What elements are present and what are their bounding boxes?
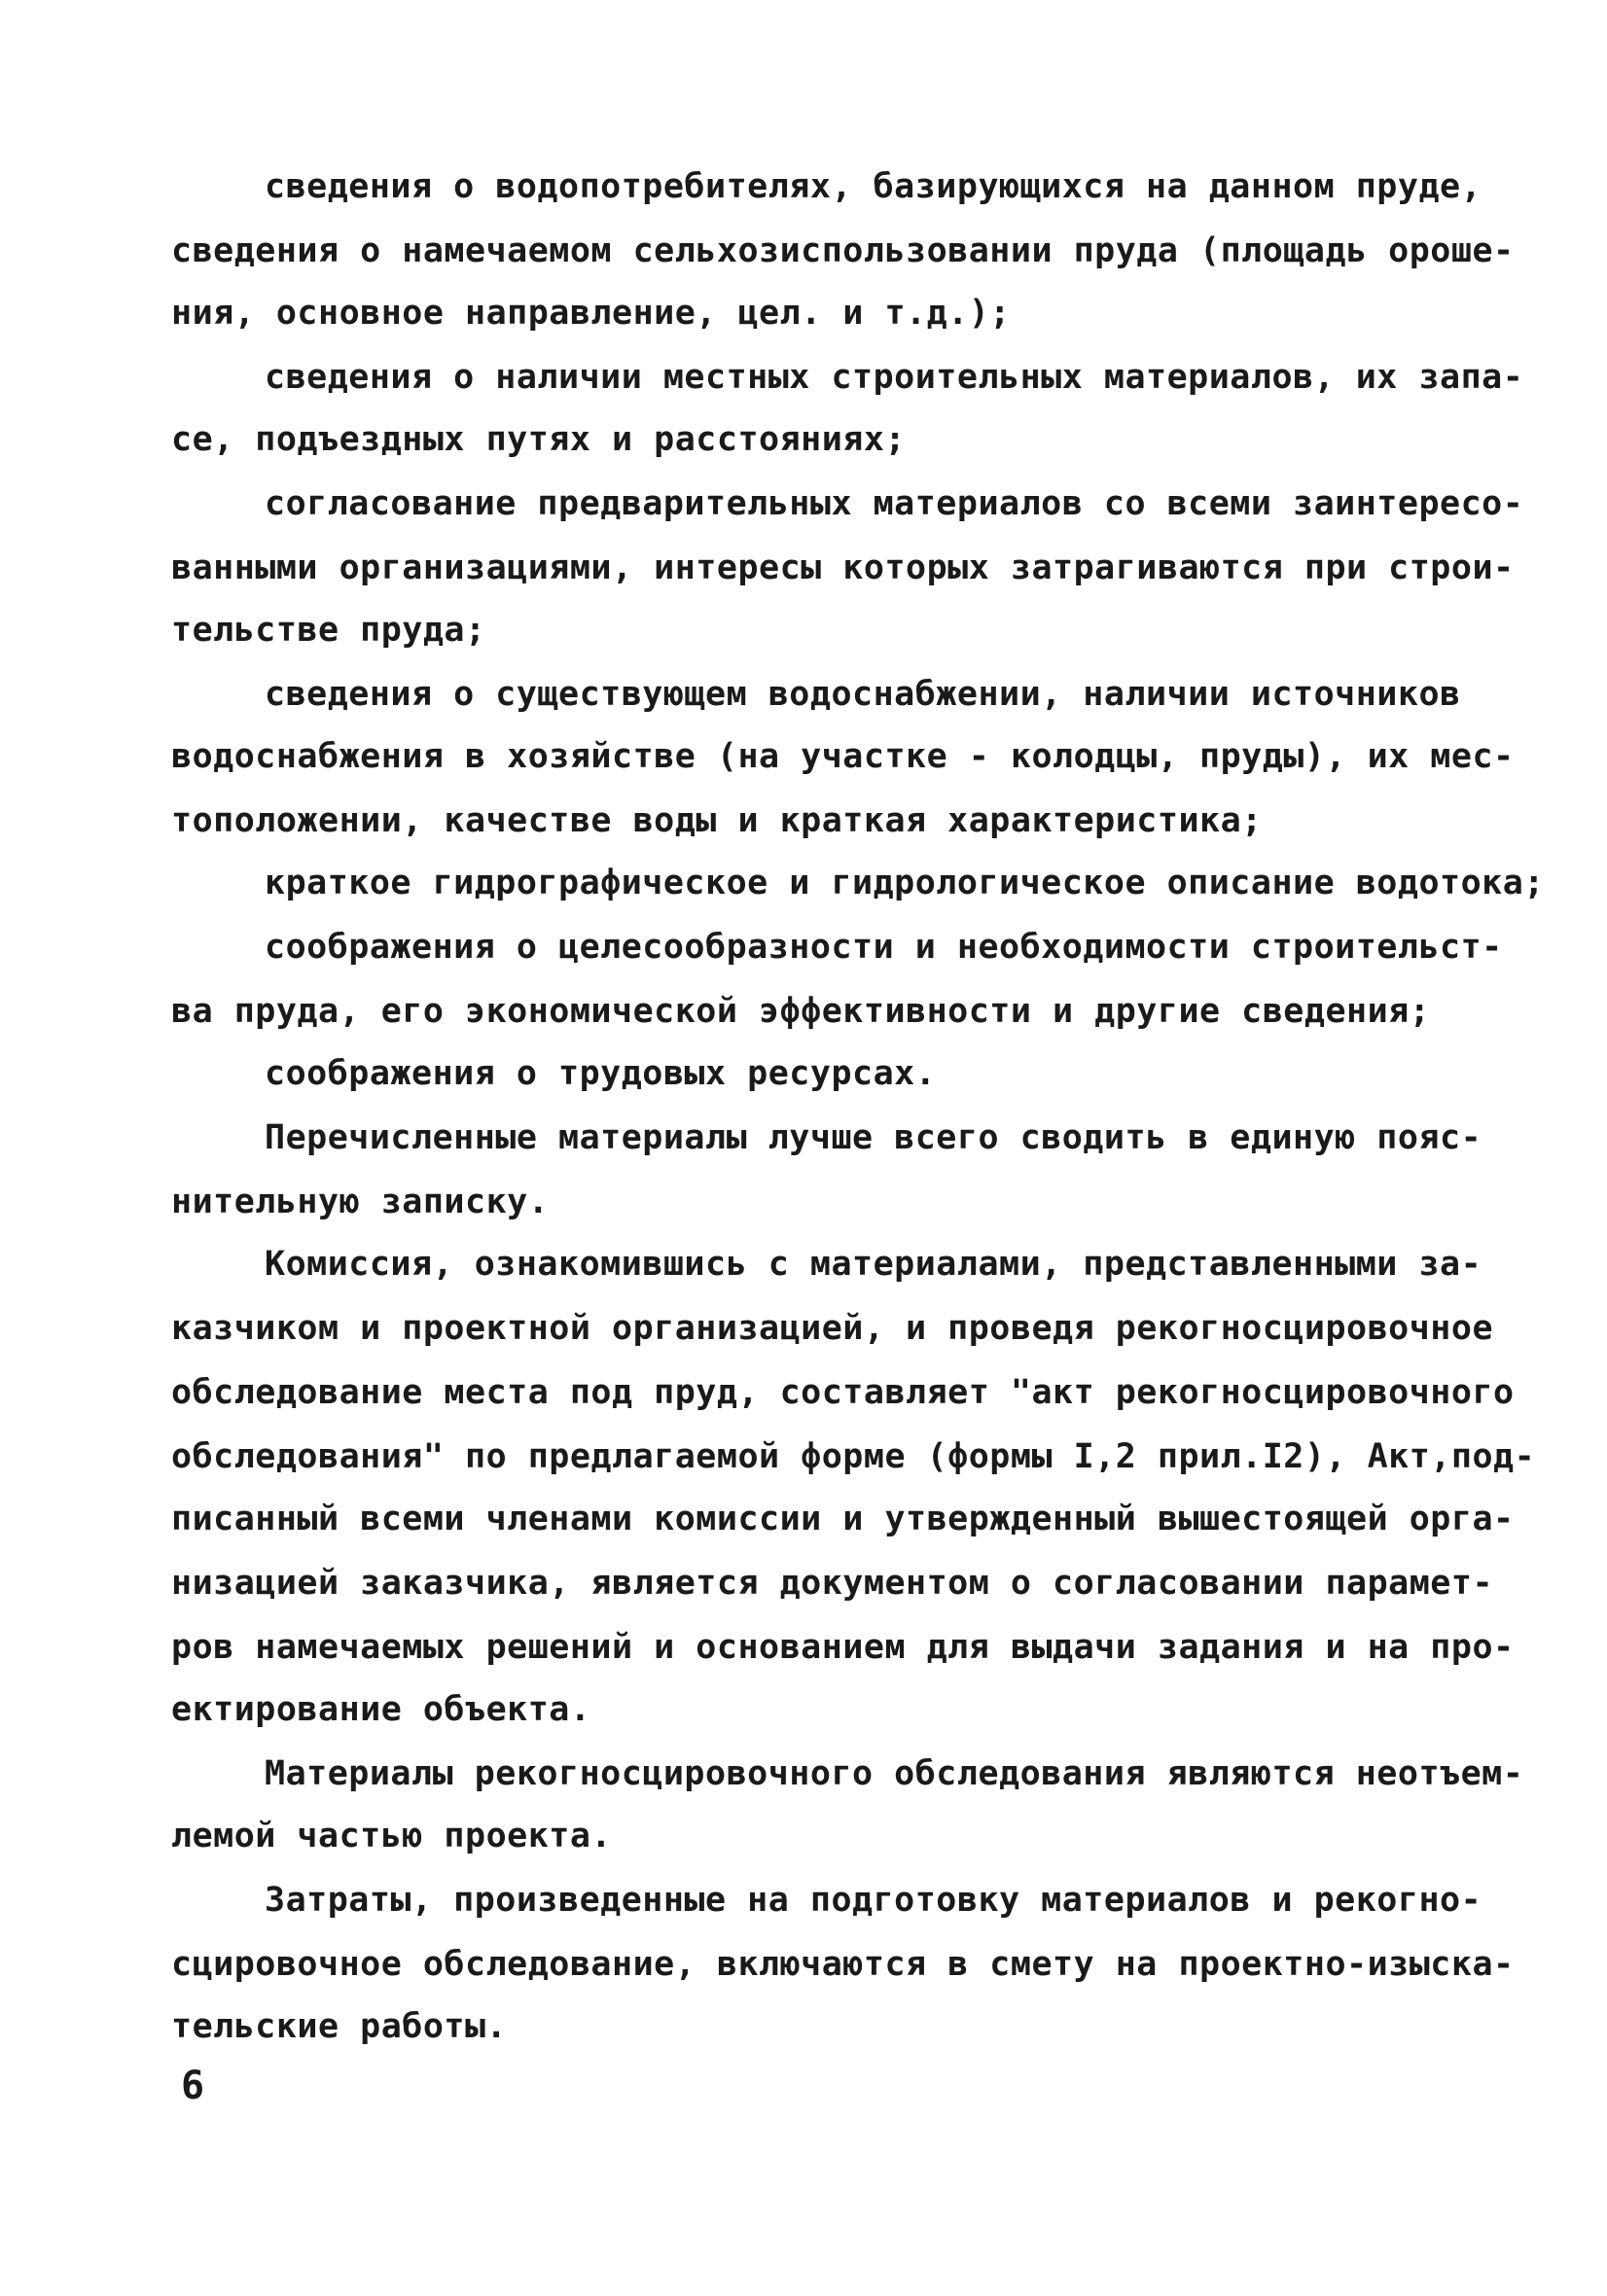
text-line: низацией заказчика, является документом о согласовании парамет- (171, 1564, 1494, 1603)
text-line: лемой частью проекта. (171, 1817, 613, 1855)
text-line: Затраты, произведенные на подготовку материалов и рекогно- (265, 1881, 1482, 1920)
text-line: сведения о водопотребителях, базирующихся на данном пруде, (265, 167, 1482, 206)
page-number: 6 (181, 2064, 205, 2108)
text-line: ров намечаемых решений и основанием для выдачи задания и на про- (171, 1628, 1515, 1667)
text-line: согласование предварительных материалов со всеми заинтересо- (265, 484, 1524, 523)
text-line: се, подъездных путях и расстояниях; (171, 420, 907, 459)
text-line: краткое гидрографическое и гидрологическое описание водотока; (265, 864, 1545, 902)
text-line: ва пруда, его экономической эффективности и другие сведения; (171, 992, 1431, 1031)
text-line: Перечисленные материалы лучше всего сводить в единую пояс- (265, 1118, 1482, 1157)
text-line: ния, основное направление, цел. и т.д.); (171, 294, 1011, 333)
text-line: ванными организациями, интересы которых затрагиваются при строи- (171, 548, 1515, 587)
text-line: казчиком и проектной организацией, и проведя рекогносцировочное (171, 1309, 1494, 1348)
text-line: обследование места под пруд, составляет "акт рекогносцировочного (171, 1373, 1515, 1412)
text-line: сведения о наличии местных строительных материалов, их запа- (265, 358, 1524, 397)
text-line: сведения о намечаемом сельхозиспользовании пруда (площадь ороше- (171, 231, 1515, 270)
text-line: водоснабжения в хозяйстве (на участке - колодцы, пруды), их мес- (171, 737, 1515, 776)
text-line: тоположении, качестве воды и краткая характеристика; (171, 801, 1263, 840)
text-line: сведения о существующем водоснабжении, наличии источников (265, 675, 1461, 714)
text-line: Материалы рекогносцировочного обследования являются неотъем- (265, 1754, 1524, 1793)
text-line: соображения о целесообразности и необходимости строительст- (265, 928, 1503, 967)
text-line: сцировочное обследование, включаются в смету на проектно-изыска- (171, 1945, 1515, 1984)
text-line: ектирование объекта. (171, 1690, 591, 1729)
text-line: соображения о трудовых ресурсах. (265, 1054, 937, 1093)
text-line: писанный всеми членами комиссии и утвержденный вышестоящей орга- (171, 1500, 1515, 1538)
text-line: нительную записку. (171, 1183, 550, 1221)
text-line: обследования" по предлагаемой форме (формы I,2 прил.I2), Акт,под- (171, 1437, 1536, 1476)
text-line: тельские работы. (171, 2007, 508, 2046)
text-line: Комиссия, ознакомившись с материалами, представленными за- (265, 1245, 1482, 1284)
text-line: тельстве пруда; (171, 611, 486, 650)
